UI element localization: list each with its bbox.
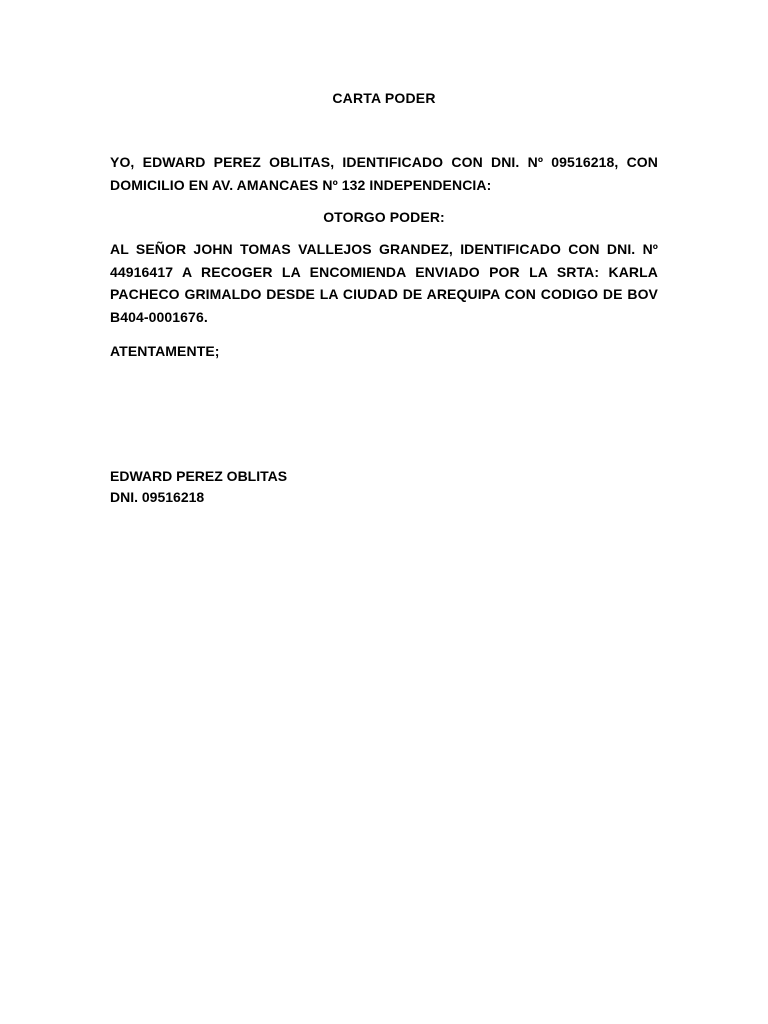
- body-paragraph: AL SEÑOR JOHN TOMAS VALLEJOS GRANDEZ, IDENTIFICADO CON DNI. Nº 44916417 A RECOGER LA ENCOMIENDA ENVIADO POR LA SRTA: KARLA PACHECO GRIMALDO DESDE LA CIUDAD DE AREQUIPA CON CODIGO DE BOV B404-0001676.: [110, 241, 658, 325]
- closing-text: ATENTAMENTE;: [110, 343, 220, 359]
- signature-name: EDWARD PEREZ OBLITAS: [110, 468, 288, 484]
- grant-heading: OTORGO PODER:: [323, 209, 445, 225]
- signature-dni: DNI. 09516218: [110, 489, 205, 505]
- document-page: [110, 0, 658, 1024]
- intro-paragraph: YO, EDWARD PEREZ OBLITAS, IDENTIFICADO CON DNI. Nº 09516218, CON DOMICILIO EN AV. AMANCAES Nº 132 INDEPENDENCIA:: [110, 154, 658, 193]
- document-title: CARTA PODER: [332, 90, 436, 106]
